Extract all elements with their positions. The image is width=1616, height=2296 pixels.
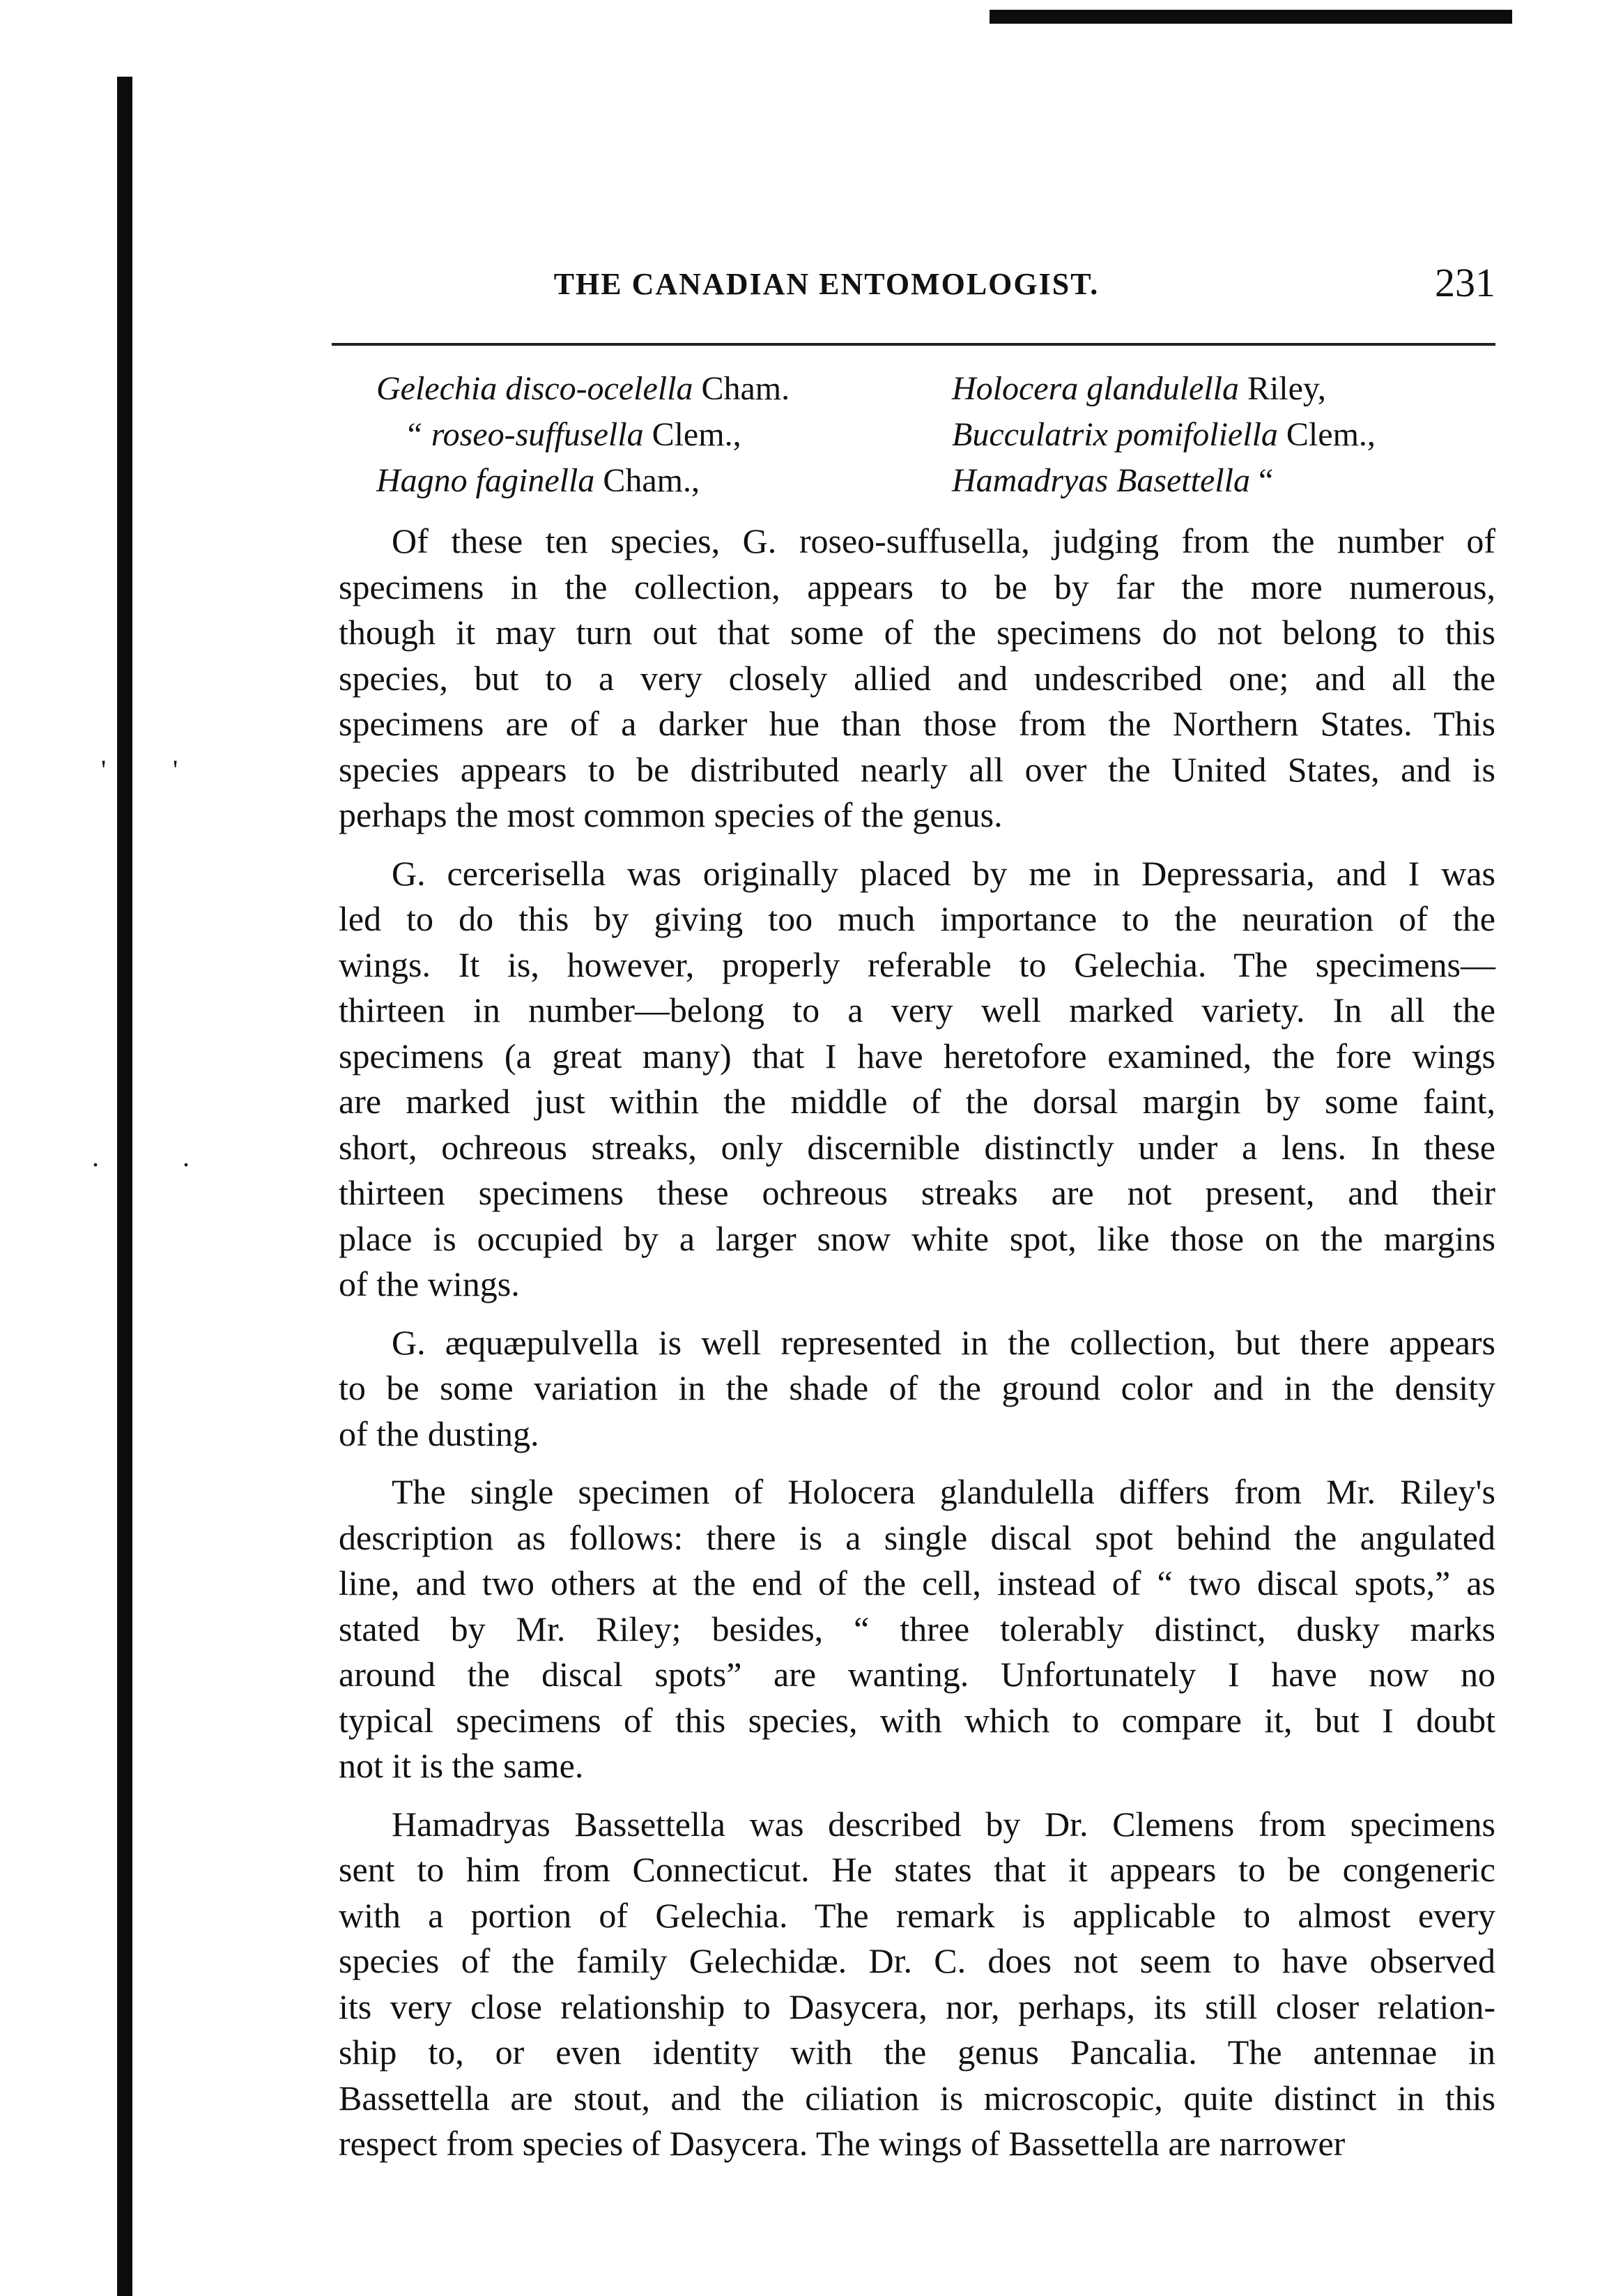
species-entry	[952, 412, 1376, 458]
text-line: perhaps the most common species of the genus.	[339, 795, 1003, 834]
text-line: specimens are of a darker hue than those from the Northern States. This	[339, 704, 1495, 743]
page-header	[332, 259, 1495, 315]
scan-edge-bar	[990, 10, 1512, 24]
paragraph	[339, 851, 1495, 1308]
paragraph	[339, 519, 1495, 839]
page-number: 231	[1435, 260, 1495, 305]
species-author: Cham.,	[594, 462, 700, 499]
text-line: species appears to be distributed nearly all over the United States, and is	[339, 749, 1495, 789]
species-author: Cham.	[693, 370, 790, 407]
text-line: thirteen specimens these ochreous streaks are not present, and their	[339, 1173, 1495, 1212]
text-line: species of the family Gelechidæ. Dr. C. does not seem to have observed	[339, 1941, 1495, 1980]
species-author: “	[1249, 462, 1274, 499]
text-line: Of these ten species, G. roseo-suffusella, judging from the number of	[392, 521, 1495, 560]
text-line: specimens in the collection, appears to be by far the more numerous,	[339, 567, 1495, 606]
text-line: ship to, or even identity with the genus Pancalia. The antennae in	[339, 2033, 1495, 2072]
text-line: Bassettella are stout, and the ciliation is microscopic, quite distinct in this	[339, 2078, 1495, 2118]
header-rule	[332, 343, 1495, 346]
running-title: THE CANADIAN ENTOMOLOGIST.	[553, 267, 1100, 301]
text-line: specimens (a great many) that I have heretofore examined, the fore wings	[339, 1036, 1495, 1076]
species-column-right	[952, 366, 1376, 504]
text-line: are marked just within the middle of the dorsal margin by some faint,	[339, 1082, 1495, 1121]
species-author: Riley,	[1238, 370, 1326, 407]
species-column-left	[376, 366, 790, 504]
species-name: Hagno faginella	[376, 462, 595, 499]
species-entry	[376, 412, 790, 458]
text-line: wings. It is, however, properly referable to Gelechia. The specimens—	[339, 944, 1495, 984]
text-line: place is occupied by a larger snow white spot, like those on the margins	[339, 1218, 1495, 1258]
text-line: its very close relationship to Dasycera, nor, perhaps, its still closer relation-	[339, 1987, 1495, 2026]
text-line: around the discal spots” are wanting. Unfortunately I have now no	[339, 1655, 1495, 1694]
text-line: G. cercerisella was originally placed by me in Depressaria, and I was	[392, 853, 1495, 893]
species-author: Clem.,	[1277, 416, 1376, 453]
species-author: Clem.,	[643, 416, 741, 453]
text-line: though it may turn out that some of the specimens do not belong to this	[339, 613, 1495, 652]
species-entry	[952, 458, 1376, 504]
species-entry	[952, 366, 1376, 412]
text-line: line, and two others at the end of the cell, instead of “ two discal spots,” as	[339, 1563, 1495, 1602]
margin-mark: '	[101, 754, 107, 786]
text-line: sent to him from Connecticut. He states that it appears to be congeneric	[339, 1850, 1495, 1889]
text-line: Hamadryas Bassettella was described by Dr. Clemens from specimens	[392, 1804, 1495, 1844]
text-line: G. æquæpulvella is well represented in the collection, but there appears	[392, 1322, 1495, 1362]
margin-mark: .	[92, 1141, 99, 1172]
text-line: species, but to a very closely allied and undescribed one; and all the	[339, 658, 1495, 698]
text-line: led to do this by giving too much importance to the neuration of the	[339, 899, 1495, 938]
species-name: Holocera glandulella	[952, 370, 1239, 407]
text-line: respect from species of Dasycera. The wings of Bassettella are narrower	[339, 2124, 1346, 2163]
paragraph	[339, 1469, 1495, 1789]
margin-mark: .	[183, 1141, 190, 1172]
species-name: Bucculatrix pomifoliella	[952, 416, 1278, 453]
text-line: short, ochreous streaks, only discernible distinctly under a lens. In these	[339, 1127, 1495, 1167]
text-line: typical specimens of this species, with which to compare it, but I doubt	[339, 1700, 1495, 1740]
paragraph	[339, 1802, 1495, 2167]
paragraph	[339, 1320, 1495, 1457]
text-line: with a portion of Gelechia. The remark is applicable to almost every	[339, 1895, 1495, 1935]
text-line: to be some variation in the shade of the ground color and in the density	[339, 1368, 1495, 1407]
text-line: of the wings.	[339, 1264, 520, 1303]
text-line: The single specimen of Holocera glandulella differs from Mr. Riley's	[392, 1472, 1495, 1511]
species-name: Hamadryas Basettella	[952, 462, 1250, 499]
text-line: not it is the same.	[339, 1746, 584, 1785]
species-entry	[376, 458, 790, 504]
binding-shadow	[117, 77, 132, 2296]
species-name: Gelechia disco-ocelella	[376, 370, 693, 407]
text-line: thirteen in number—belong to a very well marked variety. In all the	[339, 990, 1495, 1030]
species-entry	[376, 366, 790, 412]
text-line: stated by Mr. Riley; besides, “ three tolerably distinct, dusky marks	[339, 1609, 1495, 1648]
text-line: of the dusting.	[339, 1414, 539, 1453]
text-line: description as follows: there is a single discal spot behind the angulated	[339, 1517, 1495, 1557]
species-name: “ roseo-suffusella	[404, 416, 644, 453]
margin-mark: '	[173, 754, 178, 786]
body-text	[339, 519, 1495, 2180]
